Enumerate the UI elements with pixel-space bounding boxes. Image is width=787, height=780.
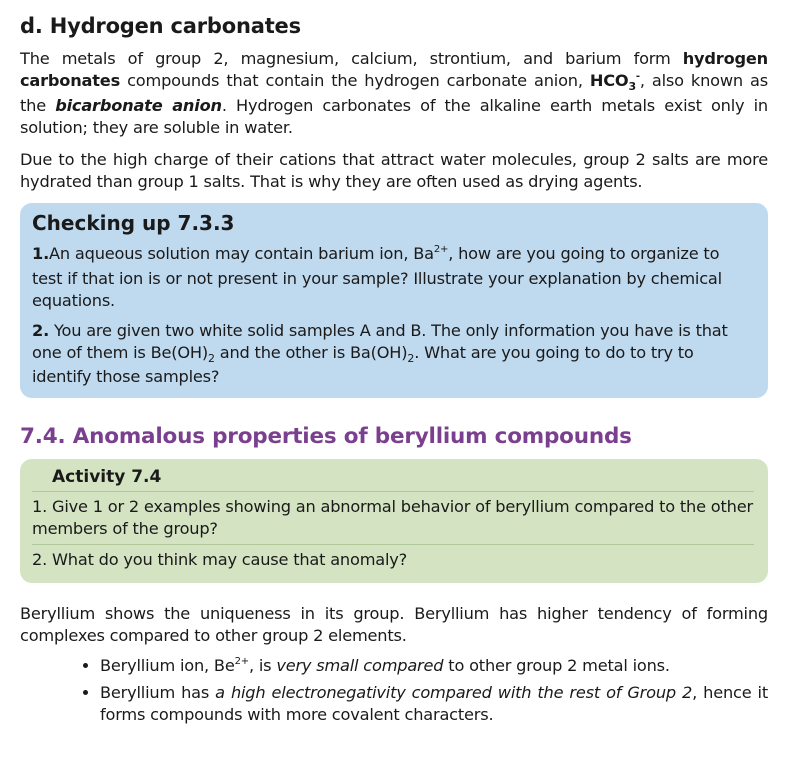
text-span: , hence it forms compounds with more covalent characters.: [100, 683, 768, 724]
bullet-item-electronegativity: [100, 682, 768, 726]
superscript: 2+: [433, 244, 449, 255]
checking-up-title: Checking up 7.3.3: [32, 211, 235, 235]
subscript: 2: [407, 352, 415, 365]
text-span: The metals of group 2, magnesium, calcium, strontium, and barium form: [20, 49, 683, 68]
subscript: 2: [207, 352, 215, 365]
text-span: , is: [248, 656, 277, 675]
text-span: . Hydrogen carbonates of the alkaline earth metals exist only in solution; they are soluble in water.: [20, 96, 768, 137]
bold-term: hydrogen carbonates: [20, 49, 768, 90]
checking-up-box: [20, 203, 768, 398]
italic-phrase: a high electronegativity compared with the rest of Group 2: [215, 683, 693, 702]
text-span: to other group 2 metal ions.: [443, 656, 670, 675]
text-span: , how are you going to organize to test if that ion is or not present in your sample? Illustrate your explanation by chemical equations.: [32, 244, 722, 310]
divider: [32, 544, 754, 545]
page-content: [20, 0, 768, 728]
beryllium-bullet-list: [20, 655, 768, 726]
paragraph-beryllium-intro: Beryllium shows the uniqueness in its group. Beryllium has higher tendency of forming complexes compared to other group 2 elements.: [20, 604, 768, 645]
formula-text: HCO: [589, 71, 629, 90]
formula-hco3: [589, 71, 640, 93]
text-span: and the other is Ba(OH): [214, 343, 408, 362]
checking-question-2: [32, 320, 754, 388]
text-span: Beryllium has: [100, 683, 216, 702]
checking-question-1: [32, 243, 754, 312]
subscript: 3: [628, 80, 636, 93]
text-span: . What are you going to do to try to identify those samples?: [32, 343, 694, 386]
text-span: You are given two white solid samples A and B. The only information you have is that one of them is Be(OH): [32, 321, 728, 362]
text-span: , also known as the: [20, 71, 768, 115]
divider: [32, 491, 754, 492]
bullet-item-ion-size: [100, 655, 768, 680]
text-span: Beryllium ion, Be: [100, 656, 235, 675]
text-span: compounds that contain the hydrogen carbonate anion,: [120, 71, 590, 90]
activity-item-2: 2. What do you think may cause that anomaly?: [32, 550, 408, 569]
section-heading-beryllium-anomalies: 7.4. Anomalous properties of beryllium compounds: [20, 424, 632, 449]
activity-title: Activity 7.4: [52, 467, 162, 487]
activity-box: [20, 459, 768, 583]
question-number: 2.: [32, 321, 50, 340]
superscript: 2+: [234, 656, 249, 667]
text-span: An aqueous solution may contain barium ion, Ba: [49, 244, 434, 263]
section-heading-hydrogen-carbonates: d. Hydrogen carbonates: [20, 14, 301, 38]
superscript: -: [635, 71, 640, 82]
activity-item-1: 1. Give 1 or 2 examples showing an abnormal behavior of beryllium compared to the other members of the group?: [32, 497, 753, 538]
bold-italic-term: bicarbonate anion: [55, 96, 222, 115]
paragraph-hydrogen-carbonates: [20, 48, 768, 139]
italic-phrase: very small compared: [276, 656, 444, 675]
paragraph-hydration: Due to the high charge of their cations that attract water molecules, group 2 salts are more hydrated than group 1 salts. That is why they are often used as drying agents.: [20, 150, 768, 191]
question-number: 1.: [32, 244, 50, 263]
